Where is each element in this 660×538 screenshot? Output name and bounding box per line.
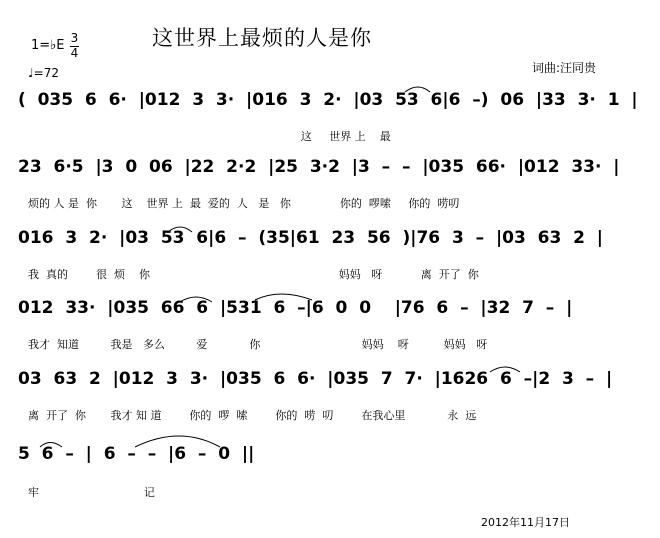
date-stamp: 2012年11月17日 [481, 516, 570, 529]
lyrics-line: 我才 知道 我是 多么 爱 你 妈妈 呀 妈妈 呀 [28, 338, 488, 351]
key-signature: 1=♭E [31, 38, 65, 53]
notation-line: 016 3 2· |03 53 6|6 – (35|61 23 56 )|76 3 – |03 63 2 | [18, 228, 604, 248]
tempo-marking: ♩=72 [28, 66, 59, 80]
time-signature-bottom: 4 [70, 46, 79, 60]
notation-line: ( 035 6 6· |012 3 3· |016 3 2· |03 53 6|6 –) 06 |33 3· 1 | [18, 90, 638, 110]
song-title: 这世界上最烦的人是你 [152, 26, 372, 50]
credit-line: 词曲:汪同贵 [532, 61, 597, 75]
lyrics-line: 离 开了 你 我才 知 道 你的 啰 嗦 你的 唠 叨 在我心里 永 远 [28, 409, 477, 422]
lyrics-line: 烦的 人 是 你 这 世界 上 最 爱的 人 是 你 你的 啰嗦 你的 唠叨 [28, 197, 460, 210]
notation-line: 012 33· |035 66 6 |531 6 –|6 0 0 |76 6 – |32 7 – | [18, 298, 573, 318]
notation-line: 5 6 – | 6 – – |6 – 0 || [18, 444, 255, 464]
lyrics-line: 这 世界 上 最 [28, 130, 391, 143]
lyrics-line: 牢 记 [28, 486, 155, 499]
notation-line: 03 63 2 |012 3 3· |035 6 6· |035 7 7· |1626 6 –|2 3 – | [18, 369, 613, 389]
time-signature-top: 3 [70, 31, 79, 45]
lyrics-line: 我 真的 很 烦 你 妈妈 呀 离 开了 你 [28, 268, 479, 281]
notation-line: 23 6·5 |3 0 06 |22 2·2 |25 3·2 |3 – – |035 66· |012 33· | [18, 157, 620, 177]
